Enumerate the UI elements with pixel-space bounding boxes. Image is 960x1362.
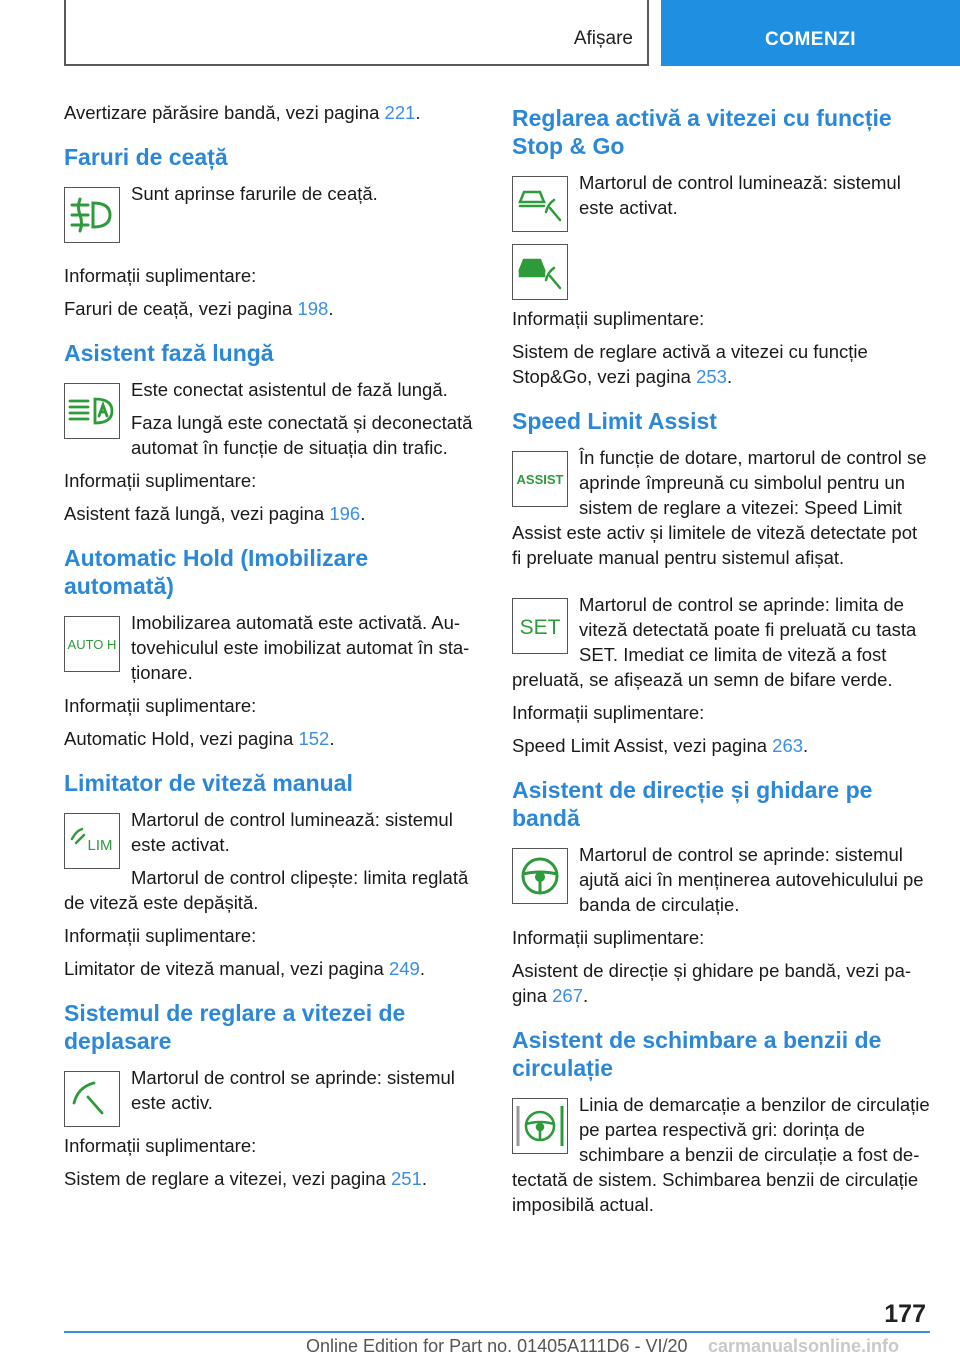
speed-limit-assist-text: În funcție de dotare, martorul de control se aprinde împreună cu simbolul pentru un sistem de reglare a vitezei: Speed Limit Assist este activ și limitele de viteză detectate pot fi preluate manual pentru sistemul afișat. xyxy=(512,447,927,568)
fog-lights-info-label: Informații suplimentare: xyxy=(64,265,257,286)
high-beam-ref-text: Asistent fază lungă, vezi pagina xyxy=(64,503,330,524)
high-beam-assistant-icon xyxy=(64,383,120,439)
page-link-221[interactable]: 221 xyxy=(384,102,416,123)
fog-light-icon xyxy=(64,187,120,243)
auto-hold-icon xyxy=(64,616,120,672)
fog-lights-text: Sunt aprinse farurile de ceață. xyxy=(131,183,378,204)
speed-limiter-info-label: Informații suplimentare: xyxy=(64,925,257,946)
acc-ref: Sistem de reglare activă a vitezei cu funcție Stop&Go, vezi pagina 253. xyxy=(512,341,868,387)
high-beam-text-2: Faza lungă este conectată și deconectată automat în funcție de situația din trafic. xyxy=(131,412,473,458)
cruise-control-block xyxy=(64,1065,484,1133)
heading-lane-change-assistant: Asistent de schimbare a benzii de circulație xyxy=(512,1027,882,1081)
assist-icon xyxy=(512,451,568,507)
speed-limiter-text-1: Martorul de control luminează: sistemul este activat. xyxy=(131,809,453,855)
lane-change-block xyxy=(512,1092,930,1217)
set-icon-text: SET xyxy=(519,616,561,639)
cruise-control-ref-text: Sistem de reglare a vitezei, vezi pagina xyxy=(64,1168,392,1189)
page-link-152[interactable]: 152 xyxy=(298,728,330,749)
steering-assist-info-label: Informații suplimentare: xyxy=(512,927,705,948)
high-beam-info-label: Informații suplimentare: xyxy=(64,470,257,491)
header-tab-controls-label: COMENZI xyxy=(764,29,857,50)
steering-assist-block xyxy=(512,842,930,925)
heading-automatic-hold: Automatic Hold (Imobilizare automată) xyxy=(64,545,369,599)
footer-divider xyxy=(64,1331,930,1333)
speed-limiter-block xyxy=(64,807,484,915)
speed-limit-assist-ref-text: Speed Limit Assist, vezi pagina xyxy=(512,735,773,756)
active-cruise-distance-icon xyxy=(512,244,568,300)
speed-limit-assist-ref: Speed Limit Assist, vezi pagina 263. xyxy=(512,735,809,756)
auto-hold-ref: Automatic Hold, vezi pagina 152. xyxy=(64,728,335,749)
acc-info-label: Informații suplimentare: xyxy=(512,308,705,329)
auto-hold-ref-text: Automatic Hold, vezi pagina xyxy=(64,728,299,749)
heading-active-cruise-control: Reglarea activă a vitezei cu funcție Stop & Go xyxy=(512,105,892,159)
speed-limit-set-text: Martorul de control se aprinde: limita de viteză detectată poate fi preluată cu tasta SET. Imediat ce limita de viteză a fost preluată, se afișează un semn de bifare verde. xyxy=(512,594,917,690)
steering-wheel-icon xyxy=(512,848,568,904)
right-column xyxy=(512,100,930,1225)
speed-limiter-ref: Limitator de viteză manual, vezi pagina 249. xyxy=(64,958,425,979)
steering-assist-ref: Asistent de direcție și ghidare pe bandă, vezi pagina 267. xyxy=(512,960,912,1006)
footer-watermark: carmanualsonline.info xyxy=(708,1336,900,1356)
footer-edition: Online Edition for Part no. 01405A111D6 - VI/20 xyxy=(306,1336,688,1356)
intro-paragraph: Avertizare părăsire bandă, vezi pagina 221. xyxy=(64,102,421,123)
header-tab-display[interactable] xyxy=(64,0,649,66)
auto-hold-icon-text: AUTO H xyxy=(67,637,117,652)
heading-cruise-control: Sistemul de reglare a vitezei de deplasare xyxy=(64,1000,406,1054)
assist-icon-text: ASSIST xyxy=(516,472,564,487)
page-link-253[interactable]: 253 xyxy=(696,366,727,387)
cruise-control-icon xyxy=(64,1071,120,1127)
active-cruise-icon xyxy=(512,176,568,232)
heading-fog-lights: Faruri de ceață xyxy=(64,144,228,170)
fog-lights-ref: Faruri de ceață, vezi pagina 198. xyxy=(64,298,334,319)
cruise-control-info-label: Informații suplimentare: xyxy=(64,1135,257,1156)
set-icon xyxy=(512,598,568,654)
steering-assist-ref-text: Asistent de direcție și ghidare pe bandă, vezi pagina xyxy=(512,960,912,1006)
page-link-267[interactable]: 267 xyxy=(552,985,583,1006)
steering-assist-text: Martorul de control se aprinde: sistemul ajută aici în menținerea autovehiculului pe banda de circulație. xyxy=(579,844,924,915)
cruise-control-ref: Sistem de reglare a vitezei, vezi pagina 251. xyxy=(64,1168,428,1189)
lane-change-text: Linia de demarcație a benzilor de circulație pe partea respectivă gri: dorința de schimbare a benzii de circulație a fost detectată de sistem. Schimbarea benzii de circulație imposibilă actual. xyxy=(512,1094,930,1215)
speed-limit-assist-block xyxy=(512,445,930,692)
heading-manual-speed-limiter: Limitator de viteză manual xyxy=(64,770,353,796)
page-number: 177 xyxy=(884,1300,926,1328)
auto-hold-block xyxy=(64,610,484,693)
speed-limiter-icon-text: LIM xyxy=(87,837,113,854)
speed-limiter-ref-text: Limitator de viteză manual, vezi pagina xyxy=(64,958,389,979)
high-beam-text-1: Este conectat asistentul de fază lungă. xyxy=(131,379,448,400)
heading-high-beam-assistant: Asistent fază lungă xyxy=(64,340,274,366)
heading-steering-lane-guidance: Asistent de direcție și ghidare pe bandă xyxy=(512,777,873,831)
page-link-263[interactable]: 263 xyxy=(772,735,804,756)
page-link-196[interactable]: 196 xyxy=(329,503,361,524)
fog-lights-block xyxy=(64,181,484,249)
page-link-249[interactable]: 249 xyxy=(388,958,420,979)
high-beam-ref: Asistent fază lungă, vezi pagina 196. xyxy=(64,503,366,524)
high-beam-block xyxy=(64,377,484,460)
cruise-control-text: Martorul de control se aprinde: sistemul este activ. xyxy=(131,1067,455,1113)
header-tab-controls[interactable] xyxy=(661,0,960,66)
intro-text: Avertizare părăsire bandă, vezi pagina xyxy=(64,102,385,123)
heading-speed-limit-assist: Speed Limit Assist xyxy=(512,408,717,434)
header-tab-display-label: Afișare xyxy=(573,28,633,49)
acc-text: Martorul de control luminează: sistemul este activat. xyxy=(579,172,901,218)
page-link-251[interactable]: 251 xyxy=(391,1168,422,1189)
left-column xyxy=(64,100,484,1199)
acc-ref-text: Sistem de reglare activă a vitezei cu funcție Stop&Go, vezi pagina xyxy=(512,341,868,387)
speed-limiter-icon xyxy=(64,813,120,869)
acc-block xyxy=(512,170,930,306)
speed-limit-assist-info-label: Informații suplimentare: xyxy=(512,702,705,723)
lane-change-steering-icon xyxy=(512,1098,568,1154)
speed-limiter-text-2: Martorul de control clipește: limita reglată de viteză este depășită. xyxy=(64,867,469,913)
auto-hold-info-label: Informații suplimentare: xyxy=(64,695,257,716)
page-link-198[interactable]: 198 xyxy=(297,298,329,319)
fog-lights-ref-text: Faruri de ceață, vezi pagina xyxy=(64,298,298,319)
auto-hold-text: Imobilizarea automată este activată. Autovehiculul este imobilizat automat în staționare. xyxy=(131,612,470,683)
